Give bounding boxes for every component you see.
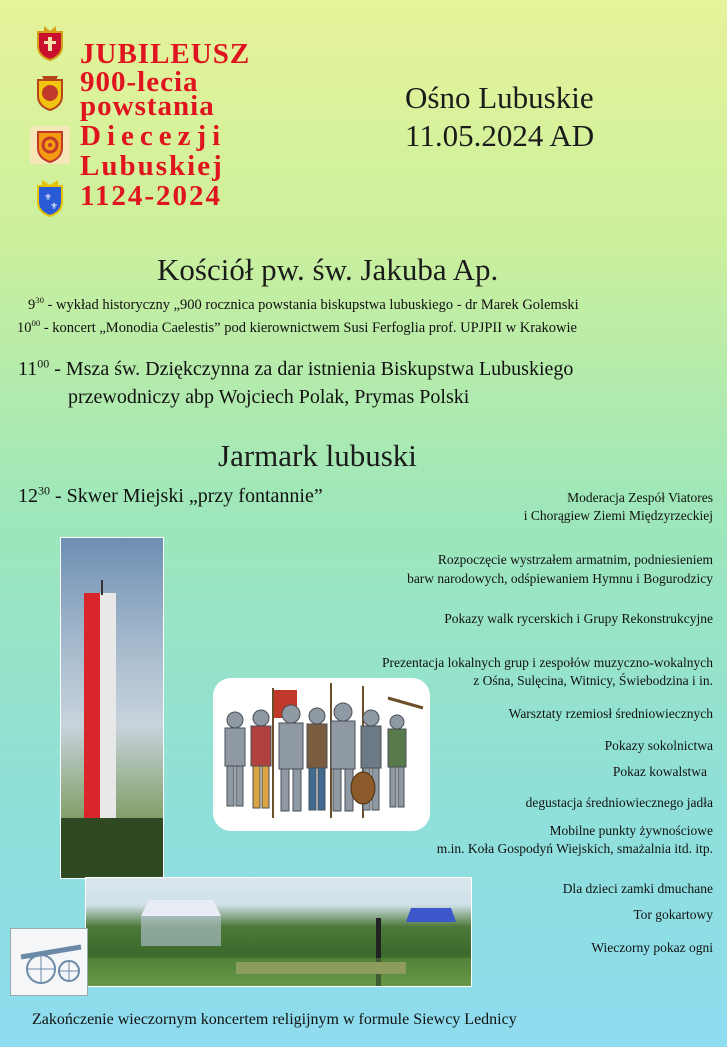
jubilee-line-2: 900-lecia [80, 66, 199, 98]
coat-of-arms-icon [30, 24, 70, 62]
fair-item: Wieczorny pokaz ogni [591, 940, 713, 955]
fair-item: z Ośna, Sulęcina, Witnicy, Świebodzina i in. [473, 673, 713, 688]
knights-illustration [213, 678, 430, 831]
coat-of-arms-icon [30, 74, 70, 112]
fair-item: Pokazy walk rycerskich i Grupy Rekonstrukcyjne [444, 611, 713, 626]
fair-time-place: $12^{30}$ - Skwer Miejski „przy fontannie” [18, 483, 323, 507]
fair-item: Tor gokartowy [633, 907, 713, 922]
event-place: Ośno Lubuskie [405, 80, 594, 115]
fair-item: Dla dzieci zamki dmuchane [562, 881, 713, 896]
jubilee-line-1: JUBILEUSZ [80, 38, 251, 70]
schedule-item-lecture: $9^{30}$ - wykład historyczny „900 rocznica powstania biskupstwa lubuskiego - dr Marek Golemski [28, 295, 579, 313]
event-date: 11.05.2024 AD [405, 118, 595, 153]
fair-item: m.in. Koła Gospodyń Wiejskich, smażalnia itd. itp. [436, 841, 713, 856]
schedule-item-mass-presider: przewodniczy abp Wojciech Polak, Prymas Polski [68, 386, 470, 408]
fair-item: Pokaz kowalstwa [612, 764, 707, 779]
jubilee-line-6: 1124-2024 [80, 180, 223, 212]
svg-text:⚜: ⚜ [44, 193, 53, 203]
jubilee-line-3: powstania [80, 90, 215, 122]
fair-title: Jarmark lubuski [218, 438, 417, 473]
flag-photo [60, 537, 164, 879]
coat-of-arms-icon [30, 126, 70, 164]
fair-item: Prezentacja lokalnych grup i zespołów muzyczno-wokalnych [381, 655, 713, 670]
fair-item: barw narodowych, odśpiewaniem Hymnu i Bogurodzicy [407, 571, 713, 586]
fair-item: degustacja średniowiecznego jadła [525, 795, 713, 810]
fair-item: Mobilne punkty żywnościowe [549, 823, 713, 838]
church-title: Kościół pw. św. Jakuba Ap. [157, 252, 499, 287]
cannon-icon [10, 928, 88, 996]
fair-item: Pokazy sokolnictwa [604, 738, 713, 753]
jubilee-line-5: Lubuskiej [80, 150, 224, 182]
schedule-item-mass: $11^{00}$ - Msza św. Dziękczynna za dar istnienia Biskupstwa Lubuskiego [18, 356, 574, 380]
schedule-item-concert: $10^{00}$ - koncert „Monodia Caelestis” pod kierownictwem Susi Ferfoglia prof. UPJPII w Krakowie [17, 318, 577, 336]
fair-moderation-1: Moderacja Zespół Viatores [567, 490, 713, 505]
footer-concert: Zakończenie wieczornym koncertem religijnym w formule Siewcy Lednicy [32, 1011, 517, 1028]
svg-text:⚜: ⚜ [50, 202, 59, 212]
jubilee-line-4: Diecezji [80, 120, 227, 152]
fair-moderation-2: i Chorągiew Ziemi Międzyrzeckiej [523, 508, 713, 523]
fair-item: Rozpoczęcie wystrzałem armatnim, podniesieniem [437, 552, 713, 567]
fair-photo [85, 877, 472, 987]
fair-item: Warsztaty rzemiosł średniowiecznych [508, 706, 713, 721]
coat-of-arms-icon [30, 180, 70, 218]
